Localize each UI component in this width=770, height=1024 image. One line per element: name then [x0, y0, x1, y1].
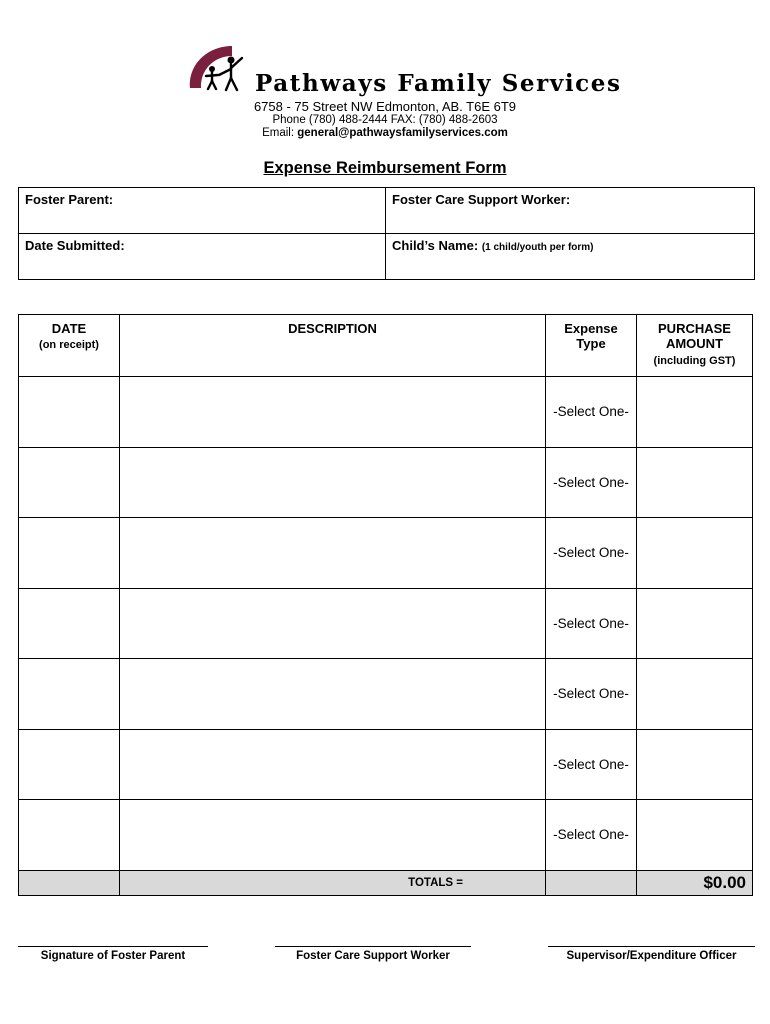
col-purchase-sub: (including GST)	[653, 355, 736, 367]
expense-type-select[interactable]: -Select One-	[546, 800, 637, 871]
expense-type-select[interactable]: -Select One-	[546, 447, 637, 518]
date-cell[interactable]	[19, 800, 120, 871]
date-submitted-label: Date Submitted:	[25, 238, 125, 253]
col-date-header	[19, 315, 120, 377]
description-cell[interactable]	[120, 659, 546, 730]
email-label: Email:	[262, 127, 295, 139]
date-submitted-field[interactable]	[19, 234, 386, 280]
date-cell[interactable]	[19, 518, 120, 589]
date-cell[interactable]	[19, 659, 120, 730]
description-cell[interactable]	[120, 800, 546, 871]
support-worker-label: Foster Care Support Worker:	[392, 192, 571, 207]
date-cell[interactable]	[19, 588, 120, 659]
signature-support-worker[interactable]	[275, 946, 471, 962]
col-purchase-amount-header	[637, 315, 753, 377]
description-cell[interactable]	[120, 588, 546, 659]
amount-cell[interactable]	[637, 588, 753, 659]
expense-type-select[interactable]: -Select One-	[546, 729, 637, 800]
table-row	[19, 588, 753, 659]
signature-supervisor-label: Supervisor/Expenditure Officer	[566, 950, 737, 962]
amount-cell[interactable]	[637, 377, 753, 448]
totals-label: TOTALS =	[120, 870, 546, 895]
signature-line	[275, 946, 471, 947]
expense-type-select[interactable]: -Select One-	[546, 588, 637, 659]
amount-cell[interactable]	[637, 800, 753, 871]
col-description-header	[120, 315, 546, 377]
description-cell[interactable]	[120, 377, 546, 448]
signature-support-worker-label: Foster Care Support Worker	[296, 950, 450, 962]
childs-name-label: Child’s Name:	[392, 238, 479, 253]
col-description-label: DESCRIPTION	[288, 321, 377, 336]
amount-cell[interactable]	[637, 729, 753, 800]
form-title: Expense Reimbursement Form	[263, 159, 507, 177]
total-amount: $0.00	[637, 870, 753, 895]
childs-name-field[interactable]	[386, 234, 755, 280]
table-row	[19, 659, 753, 730]
date-cell[interactable]	[19, 447, 120, 518]
date-cell[interactable]	[19, 729, 120, 800]
description-cell[interactable]	[120, 447, 546, 518]
totals-blank-cell	[19, 870, 120, 895]
table-header-row	[19, 315, 753, 377]
phone-fax: Phone (780) 488-2444 FAX: (780) 488-2603	[272, 114, 498, 126]
col-expense-type-header	[546, 315, 637, 377]
support-worker-field[interactable]	[386, 188, 755, 234]
foster-parent-label: Foster Parent:	[25, 192, 114, 207]
organization-address: 6758 - 75 Street NW Edmonton, AB. T6E 6T9	[253, 99, 517, 114]
pathways-logo	[186, 42, 248, 94]
table-row	[19, 447, 753, 518]
signature-foster-parent[interactable]	[18, 946, 208, 962]
expense-table	[18, 314, 753, 896]
description-cell[interactable]	[120, 729, 546, 800]
totals-blank-cell	[546, 870, 637, 895]
col-date-label: DATE	[51, 321, 87, 336]
signature-foster-parent-label: Signature of Foster Parent	[40, 950, 186, 962]
signature-line	[548, 946, 755, 947]
totals-row	[19, 870, 753, 895]
col-purchase-line2: AMOUNT	[665, 336, 724, 351]
expense-type-select[interactable]: -Select One-	[546, 659, 637, 730]
amount-cell[interactable]	[637, 518, 753, 589]
description-cell[interactable]	[120, 518, 546, 589]
date-cell[interactable]	[19, 377, 120, 448]
table-row	[19, 729, 753, 800]
expense-type-select[interactable]: -Select One-	[546, 377, 637, 448]
email-address: general@pathwaysfamilyservices.com	[297, 127, 508, 139]
organization-name: Pathways Family Services	[255, 70, 622, 97]
amount-cell[interactable]	[637, 659, 753, 730]
signature-supervisor[interactable]	[548, 946, 755, 962]
col-date-sub: (on receipt)	[39, 339, 99, 351]
col-expense-line1: Expense	[564, 321, 618, 336]
table-row	[19, 377, 753, 448]
amount-cell[interactable]	[637, 447, 753, 518]
expense-type-select[interactable]: -Select One-	[546, 518, 637, 589]
info-table	[18, 187, 755, 280]
table-row	[19, 518, 753, 589]
col-purchase-line1: PURCHASE	[658, 321, 731, 336]
email-line	[0, 127, 770, 139]
table-row	[19, 800, 753, 871]
signature-line	[18, 946, 208, 947]
foster-parent-field[interactable]	[19, 188, 386, 234]
childs-name-note: (1 child/youth per form)	[481, 242, 594, 253]
col-expense-line2: Type	[576, 336, 606, 351]
